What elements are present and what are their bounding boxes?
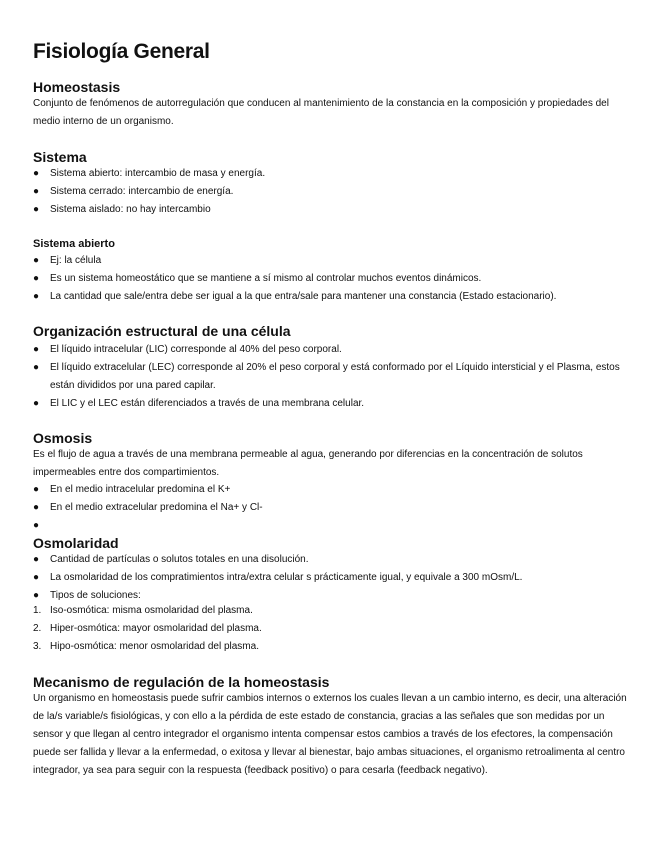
- bullet: ●: [33, 362, 40, 373]
- list-item: ● Es un sistema homeostático que se mantiene a sí mismo al controlar muchos eventos dinámicos.: [33, 270, 633, 288]
- bullet: ●: [33, 204, 40, 215]
- list-item: ● La osmolaridad de los compratimientos intra/extra celular s prácticamente igual, y equivale a 300 mOsm/L.: [33, 569, 633, 587]
- section-heading-osmosis: Osmosis: [33, 430, 93, 446]
- list-number: 1.: [33, 605, 42, 616]
- bullet: ●: [33, 398, 40, 409]
- section-heading-osmolaridad: Osmolaridad: [33, 535, 119, 551]
- list-item: ● Sistema aislado: no hay intercambio: [33, 201, 633, 219]
- sistema-list: [33, 165, 633, 219]
- section-heading-organizacion: Organización estructural de una célula: [33, 323, 291, 339]
- section-heading-sistema: Sistema: [33, 149, 87, 165]
- bullet: ●: [33, 554, 40, 565]
- bullet: ●: [33, 255, 40, 266]
- homeostasis-paragraph: Conjunto de fenómenos de autorregulación que conducen al mantenimiento de la constancia en la composición y propiedades del medio interno de un organismo.: [33, 98, 609, 127]
- bullet: ●: [33, 344, 40, 355]
- bullet: ●: [33, 520, 40, 531]
- list-item: ● El líquido extracelular (LEC) corresponde al 20% el peso corporal y está conformado por el Líquido intersticial y el Plasma, estos están divididos por una pared capilar.: [33, 359, 633, 395]
- section-heading-mecanismo: Mecanismo de regulación de la homeostasis: [33, 674, 330, 690]
- list-item: 1. Iso-osmótica: misma osmolaridad del plasma.: [33, 602, 633, 620]
- bullet: ●: [33, 572, 40, 583]
- list-item: ● El líquido intracelular (LIC) corresponde al 40% del peso corporal.: [33, 341, 633, 359]
- list-item: ● Tipos de soluciones:: [33, 587, 633, 605]
- list-number: 3.: [33, 641, 42, 652]
- osmosis-list: [33, 481, 633, 531]
- list-number: 2.: [33, 623, 42, 634]
- list-item: ● El LIC y el LEC están diferenciados a través de una membrana celular.: [33, 395, 633, 413]
- bullet: ●: [33, 291, 40, 302]
- list-item: 2. Hiper-osmótica: mayor osmolaridad del plasma.: [33, 620, 633, 638]
- osmosis-paragraph: Es el flujo de agua a través de una membrana permeable al agua, generando por diferencias en la concentración de solutos impermeables entre dos compartimientos.: [33, 449, 583, 478]
- section-heading-homeostasis: Homeostasis: [33, 79, 121, 95]
- bullet: ●: [33, 502, 40, 513]
- list-item: ● Sistema abierto: intercambio de masa y energía.: [33, 165, 633, 183]
- subsection-heading-sistema-abierto: Sistema abierto: [33, 238, 115, 250]
- bullet: ●: [33, 590, 40, 601]
- bullet: ●: [33, 168, 40, 179]
- list-item: ● Sistema cerrado: intercambio de energía.: [33, 183, 633, 201]
- organizacion-list: [33, 341, 633, 413]
- bullet: ●: [33, 484, 40, 495]
- page-title: Fisiología General: [33, 40, 210, 63]
- list-item: ● En el medio intracelular predomina el K+: [33, 481, 633, 499]
- tipos-soluciones-list: [33, 602, 633, 656]
- osmolaridad-list: [33, 551, 633, 605]
- list-item: ● En el medio extracelular predomina el Na+ y Cl-: [33, 499, 633, 517]
- list-item: ● Cantidad de partículas o solutos totales en una disolución.: [33, 551, 633, 569]
- sistema-abierto-list: [33, 252, 633, 306]
- mecanismo-paragraph: Un organismo en homeostasis puede sufrir cambios internos o externos los cuales llevan a un cambio interno, es decir, una alteración de la/s variable/s fisiológicas, y con ello a la pérdida de este estado de constancia, gracias a las señales que son medidas por un sensor y que llegan al centro integrador el organismo intenta compensar estos cambios a través de los efectores, la compensación puede ser fallida y llevar a la enfermedad, o exitosa y llevar al bienestar, bajo ambas situaciones, el organismo retroalimenta al centro integrador, ya sea para seguir con la respuesta (feedback positivo) o para cesarla (feedback negativo).: [33, 693, 627, 776]
- list-item: 3. Hipo-osmótica: menor osmolaridad del plasma.: [33, 638, 633, 656]
- bullet: ●: [33, 186, 40, 197]
- bullet: ●: [33, 273, 40, 284]
- list-item: ● La cantidad que sale/entra debe ser igual a la que entra/sale para mantener una constancia (Estado estacionario).: [33, 288, 633, 306]
- list-item: ● Ej: la célula: [33, 252, 633, 270]
